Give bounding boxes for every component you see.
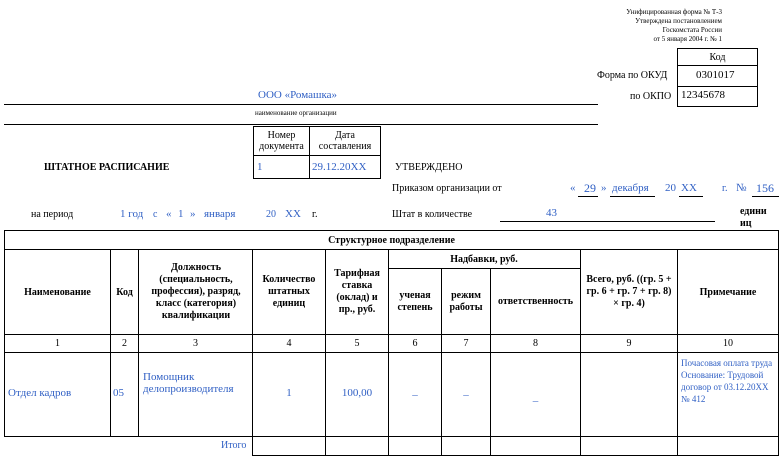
table-hline <box>4 352 779 353</box>
approved-label: УТВЕРЖДЕНО <box>395 162 463 173</box>
col-header-name: Наименование <box>24 286 91 298</box>
row-rate: 100,00 <box>341 387 373 399</box>
row-note: Почасовая оплата труда Основание: Трудовой договор от 03.12.20XX № 412 <box>681 358 773 404</box>
order-month-underline <box>610 196 655 197</box>
okpo-label: по ОКПО <box>630 91 672 102</box>
header-note-line: от 5 января 2004 г. № 1 <box>653 35 722 43</box>
order-day: 29 <box>584 181 596 195</box>
document-info-hdivider <box>253 155 381 156</box>
document-date: 29.12.20XX <box>312 161 367 173</box>
order-year-underline <box>679 196 703 197</box>
col-header-degree: ученая степень <box>397 289 433 313</box>
okud-label: Форма по ОКУД <box>597 70 668 81</box>
period-year: XX <box>285 208 301 220</box>
order-label: Приказом организации от <box>392 183 502 194</box>
document-title: ШТАТНОЕ РАСПИСАНИЕ <box>44 162 170 173</box>
code-header-cell <box>677 48 758 66</box>
period-day: 1 <box>178 208 184 220</box>
order-year-suffix: г. <box>722 183 728 194</box>
col-header-total: Всего, руб. ((гр. 5 + гр. 6 + гр. 7 + гр. 8) × гр. 4) <box>586 274 672 309</box>
col-number: 2 <box>122 338 127 349</box>
col-number: 7 <box>463 338 469 349</box>
order-number-underline <box>752 196 779 197</box>
units-label-2: иц <box>740 218 752 229</box>
staff-count: 43 <box>546 207 557 219</box>
col-number: 10 <box>723 338 733 349</box>
table-vline <box>580 249 581 456</box>
organization-caption: наименование организации <box>255 109 337 117</box>
order-day-underline <box>578 196 598 197</box>
row-position: Помощник делопроизводителя <box>143 371 234 395</box>
period-quote-close: » <box>190 208 196 220</box>
row-name: Отдел кадров <box>8 387 72 399</box>
period-year-prefix: 20 <box>266 209 276 220</box>
units-label: едини <box>740 206 767 217</box>
table-vline <box>325 249 326 456</box>
form-header-note <box>626 8 722 44</box>
header-note-line: Унифицированная форма № Т-3 <box>626 8 722 16</box>
order-month: декабря <box>612 182 649 194</box>
period-year-suffix: г. <box>312 209 318 220</box>
document-date-header: Дата составления <box>318 130 372 152</box>
period-quote-open: « <box>166 208 172 220</box>
col-number: 1 <box>55 338 60 349</box>
code-label: Код <box>709 51 726 63</box>
col-number: 6 <box>412 338 418 349</box>
document-number: 1 <box>257 161 263 173</box>
okud-value: 0301017 <box>696 69 735 81</box>
period-from: с <box>153 209 158 220</box>
struct-header: Структурное подразделение <box>328 234 455 246</box>
header-note-line: Госкомстата России <box>662 26 722 34</box>
row-responsibility: – <box>532 395 539 407</box>
row-regime: – <box>463 389 469 401</box>
col-number: 9 <box>626 338 632 349</box>
col-header-note: Примечание <box>699 286 757 298</box>
total-row-mask <box>3 437 252 457</box>
order-quote-open: « <box>570 182 576 194</box>
code-divider <box>677 86 758 87</box>
order-year-prefix: 20 <box>665 182 676 194</box>
staff-count-underline <box>500 221 715 222</box>
col-number: 3 <box>193 338 198 349</box>
row-code: 05 <box>113 387 124 399</box>
col-number: 5 <box>354 338 360 349</box>
period-duration: 1 год <box>120 208 144 220</box>
total-label: Итого <box>221 440 247 451</box>
organization-underline <box>4 104 598 105</box>
organization-name: ООО «Ромашка» <box>258 89 338 101</box>
table-vline <box>252 436 253 456</box>
col-header-count: Количество штатных единиц <box>262 274 316 309</box>
col-header-rate: Тарифная ставка (оклад) и пр., руб. <box>334 268 380 315</box>
col-number: 4 <box>286 338 292 349</box>
order-quote-close: » <box>601 182 607 194</box>
row-total <box>581 387 677 403</box>
organization-underline-2 <box>4 124 598 125</box>
allowances-header: Надбавки, руб. <box>450 253 518 265</box>
period-label: на период <box>31 209 74 220</box>
header-note-line: Утверждена постановлением <box>635 17 722 25</box>
period-month: января <box>204 208 236 220</box>
col-header-responsibility: ответственность <box>497 295 573 307</box>
okpo-value: 12345678 <box>681 89 725 101</box>
row-degree: – <box>412 389 418 401</box>
col-header-code: Код <box>116 286 133 298</box>
staff-label: Штат в количестве <box>392 209 473 220</box>
col-header-regime: режим работы <box>449 289 483 313</box>
row-count: 1 <box>286 387 292 399</box>
order-year: XX <box>681 182 697 194</box>
order-number: 156 <box>756 181 774 195</box>
document-number-header: Номер документа <box>259 130 304 152</box>
col-header-position: Должность (специальность, профессия), разряд, класс (категория) квалификации <box>151 262 241 321</box>
col-number: 8 <box>533 338 538 349</box>
order-number-sign: № <box>736 182 747 194</box>
